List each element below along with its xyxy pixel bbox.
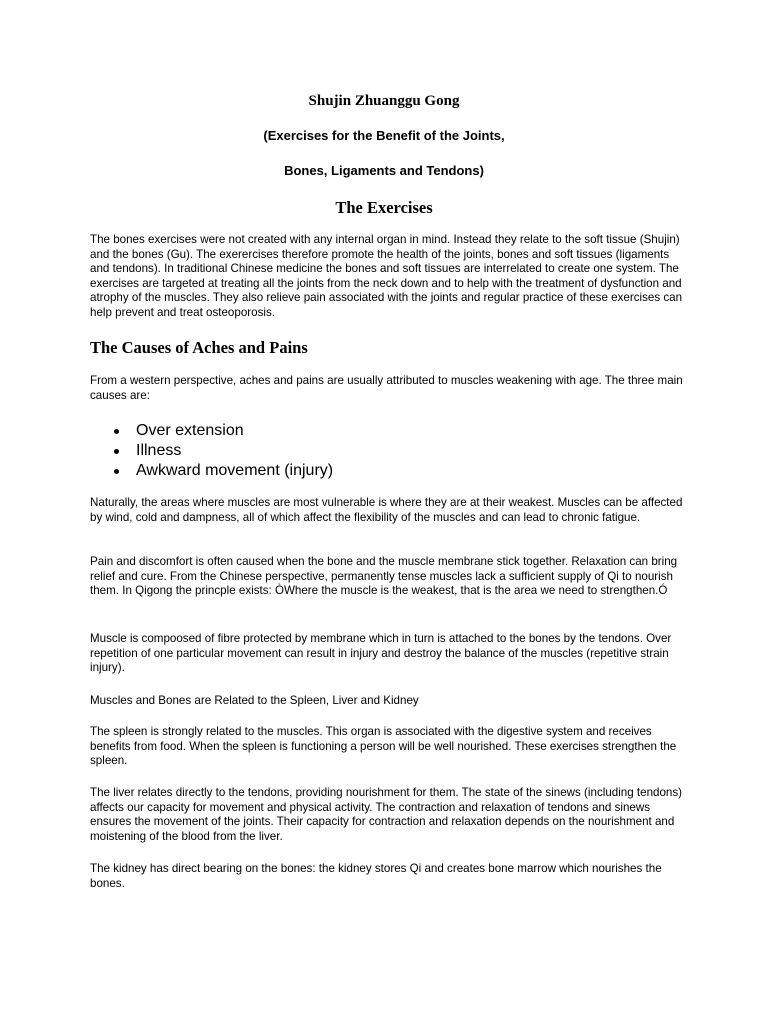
document-subtitle-line-2: Bones, Ligaments and Tendons) [284,163,484,178]
causes-bullet-list [112,421,333,481]
bullet-dot-icon [114,449,119,454]
paragraph-pain-discomfort: Pain and discomfort is often caused when the bone and the muscle membrane stick together. Relaxation can bring relief and cure. From the Chinese perspective, permanently tense muscles lack a sufficient supply of Qi to nourish them. In Qigong the princple exists: ÒWhere the muscle is the weakest, that is the area we need to strengthen.Ó [90,555,678,598]
paragraph-introduction: The bones exercises were not created with any internal organ in mind. Instead they relate to the soft tissue (Shujin) and the bones (Gu). The exerercises therefore promote the health of the joints, bones and soft tissues (ligaments and tendons). In traditional Chinese medicine the bones and soft tissues are interrelated to create one system. The exercises are targeted at treating all the joints from the neck down and to help with the treatment of dysfunction and atrophy of the muscles. They also relieve pain associated with the joints and regular practice of these exercises can help prevent and treat osteoporosis. [90,233,683,319]
paragraph-organ-relation: Muscles and Bones are Related to the Spleen, Liver and Kidney [90,694,419,707]
bullet-dot-icon [114,469,119,474]
paragraph-liver: The liver relates directly to the tendons, providing nourishment for them. The state of the sinews (including tendons) affects our capacity for movement and physical activity. The contraction and relaxation of tendons and sinews ensures the movement of the joints. Their capacity for contraction and relaxation depends on the nourishment and moistening of the blood from the liver. [90,786,683,843]
bullet-item [112,421,333,441]
paragraph-muscle-composition: Muscle is compoosed of fibre protected by membrane which in turn is attached to the bones by the tendons. Over repetition of one particular movement can result in injury and destroy the balance of the muscles (repetitive strain injury). [90,632,672,675]
bullet-item-label: Illness [136,442,182,459]
bullet-item [112,441,333,461]
paragraph-causes-intro: From a western perspective, aches and pains are usually attributed to muscles weakening with age. The three main causes are: [90,374,683,402]
paragraph-kidney: The kidney has direct bearing on the bones: the kidney stores Qi and creates bone marrow which nourishes the bones. [90,862,662,890]
bullet-item-label: Over extension [136,422,244,439]
paragraph-spleen: The spleen is strongly related to the muscles. This organ is associated with the digestive system and receives benefits from food. When the spleen is functioning a person will be well nourished. These exercises strengthen the spleen. [90,725,677,768]
section-heading-causes: The Causes of Aches and Pains [90,338,308,357]
document-subtitle-line-1: (Exercises for the Benefit of the Joints, [263,128,505,143]
bullet-item-label: Awkward movement (injury) [136,462,334,479]
bullet-item [112,461,333,481]
document-title: Shujin Zhuanggu Gong [308,93,460,109]
paragraph-vulnerability: Naturally, the areas where muscles are most vulnerable is where they are at their weakest. Muscles can be affected by wind, cold and dampness, all of which affect the flexibility of the muscles and can lead to chronic fatigue. [90,496,683,524]
section-heading-exercises: The Exercises [335,198,433,217]
bullet-dot-icon [114,429,119,434]
